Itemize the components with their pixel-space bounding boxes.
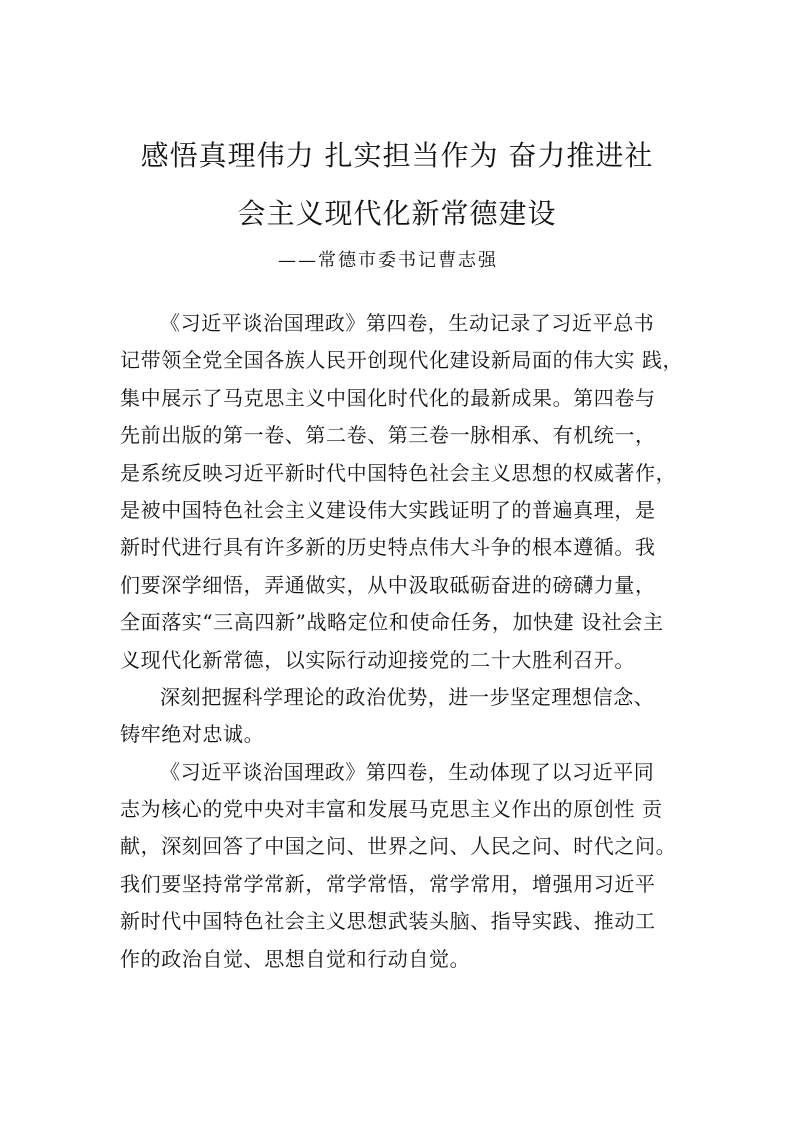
paragraph-1-line-3: 集中展示了马克思主义中国化时代化的最新成果。第四卷与 bbox=[120, 385, 656, 410]
paragraph-1-line-2: 记带领全党全国各族人民开创现代化建设新局面的伟大实 践， bbox=[120, 348, 684, 373]
paragraph-2-line-2: 铸牢绝对忠诚。 bbox=[120, 722, 265, 747]
paragraph-1-line-8: 们要深学细悟，弄通做实，从中汲取砥砺奋进的磅礴力量， bbox=[120, 572, 656, 597]
author-byline: ——常德市委书记曹志强 bbox=[278, 250, 498, 271]
article-body bbox=[120, 305, 700, 978]
title-line-1: 感悟真理伟力 扎实担当作为 奋力推进社 bbox=[140, 139, 654, 172]
paragraph-1-line-4: 先前出版的第一卷、第二卷、第三卷一脉相承、有机统一， bbox=[120, 423, 656, 448]
paragraph-1-line-7: 新时代进行具有许多新的历史特点伟大斗争的根本遵循。我 bbox=[120, 535, 656, 560]
paragraph-1-line-6: 是被中国特色社会主义建设伟大实践证明了的普遍真理，是 bbox=[120, 497, 656, 522]
paragraph-1-line-1: 《习近平谈治国理政》第四卷，生动记录了习近平总书 bbox=[160, 311, 655, 335]
paragraph-1-line-9: 全面落实“三高四新”战略定位和使命任务，加快建 设社会主 bbox=[120, 610, 664, 635]
paragraph-1-line-5: 是系统反映习近平新时代中国特色社会主义思想的权威著作， bbox=[120, 460, 677, 485]
title-line-2: 会主义现代化新常德建设 bbox=[237, 197, 557, 230]
paragraph-3-line-4: 我们要坚持常学常新，常学常悟，常学常用，增强用习近平 bbox=[120, 871, 656, 896]
paragraph-3-line-1: 《习近平谈治国理政》第四卷，生动体现了以习近平同 bbox=[160, 759, 655, 784]
paragraph-1-line-10: 义现代化新常德，以实际行动迎接党的二十大胜利召开。 bbox=[120, 647, 635, 672]
paragraph-3-line-5: 新时代中国特色社会主义思想武装头脑、指导实践、推动工 bbox=[120, 909, 656, 934]
paragraph-3-line-3: 献，深刻回答了中国之问、世界之问、人民之问、时代之问。 bbox=[120, 834, 677, 859]
paragraph-3-line-6: 作的政治自觉、思想自觉和行动自觉。 bbox=[120, 946, 471, 971]
paragraph-2-line-1: 深刻把握科学理论的政治优势，进一步坚定理想信念、 bbox=[160, 684, 655, 709]
paragraph-3-line-2: 志为核心的党中央对丰富和发展马克思主义作出的原创性 贡 bbox=[120, 797, 663, 822]
